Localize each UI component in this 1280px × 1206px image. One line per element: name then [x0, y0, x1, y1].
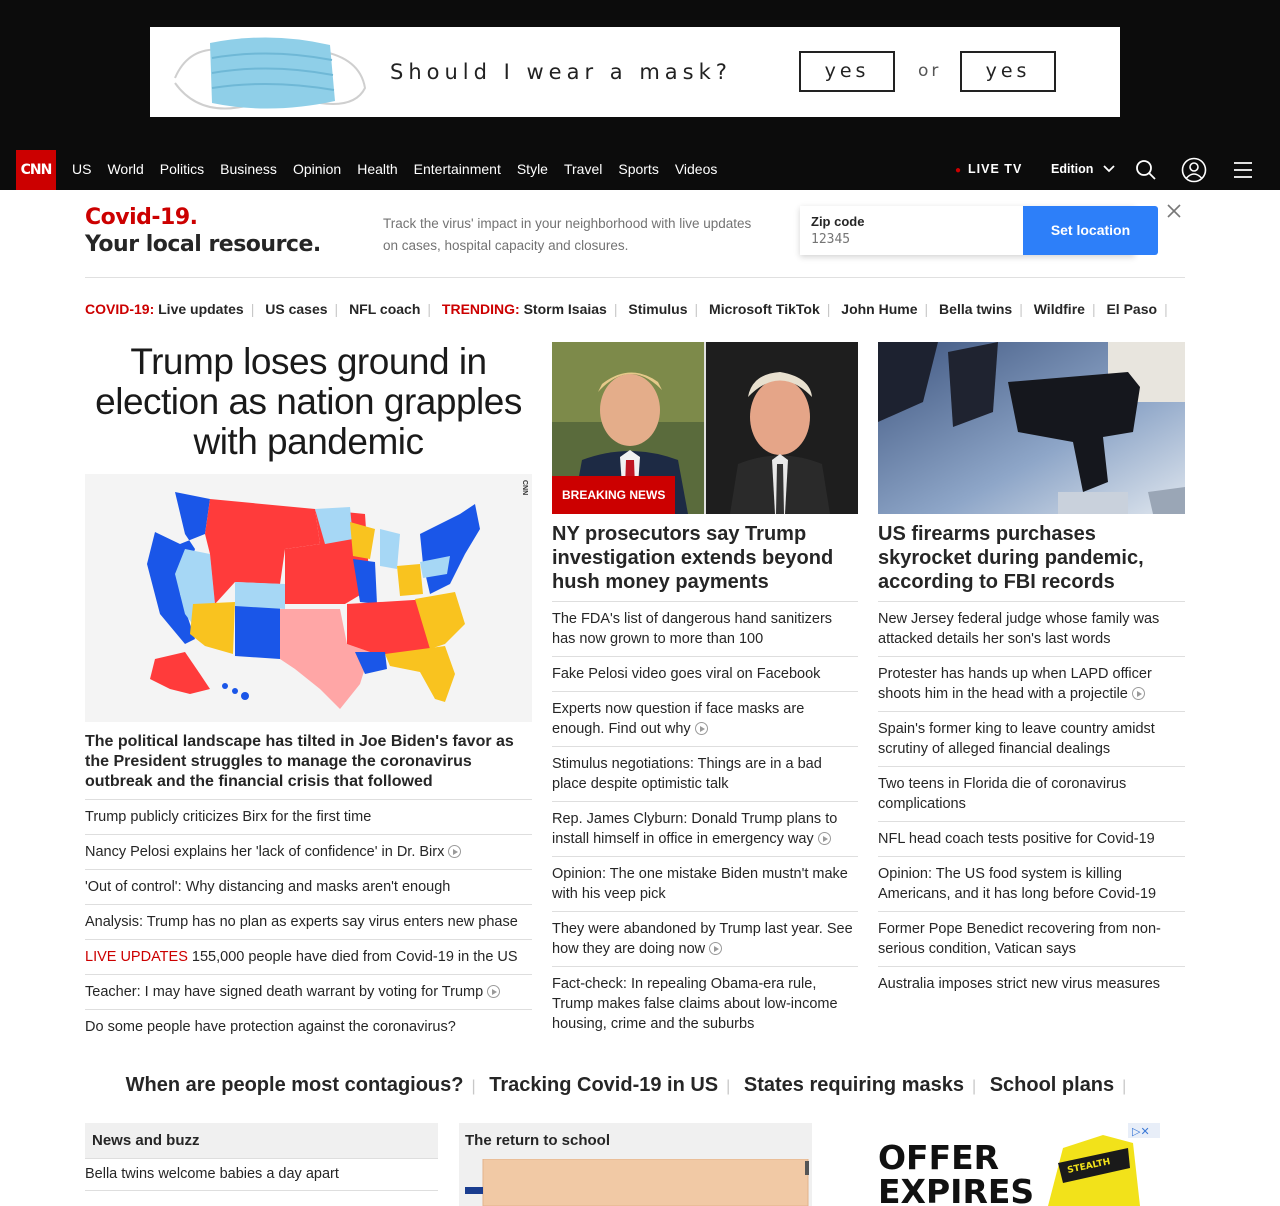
- list-item[interactable]: Nancy Pelosi explains her 'lack of confidence' in Dr. Birx: [85, 835, 532, 870]
- user-account-icon[interactable]: [1181, 157, 1207, 183]
- close-icon[interactable]: [1165, 202, 1183, 220]
- trending-link[interactable]: US cases: [265, 301, 328, 317]
- covid-title-red: Covid-19.: [85, 205, 198, 230]
- edition-label: Edition: [1051, 162, 1094, 176]
- nav-link-us[interactable]: US: [72, 161, 92, 177]
- us-map-image: [85, 474, 532, 722]
- offer-line-2: EXPIRES: [878, 1172, 1035, 1206]
- nav-link-entertainment[interactable]: Entertainment: [413, 161, 501, 177]
- middle-headline[interactable]: NY prosecutors say Trump investigation extends beyond hush money payments: [552, 522, 858, 602]
- map-cnn-tag: CNN: [521, 480, 528, 496]
- live-dot-icon: ●: [955, 165, 963, 176]
- firearms-photo[interactable]: [878, 342, 1185, 514]
- mask-ad[interactable]: [150, 27, 1120, 117]
- covid-label: COVID-19:: [85, 301, 155, 317]
- nav-link-health[interactable]: Health: [357, 161, 398, 177]
- live-updates-label: LIVE UPDATES: [85, 949, 188, 965]
- list-item[interactable]: They were abandoned by Trump last year. See how they are doing now: [552, 912, 858, 967]
- search-icon[interactable]: [1134, 158, 1158, 182]
- list-item[interactable]: Opinion: The one mistake Biden mustn't make with his veep pick: [552, 857, 858, 912]
- list-item[interactable]: Trump publicly criticizes Birx for the first time: [85, 800, 532, 835]
- lead-column: [85, 342, 532, 1044]
- trending-link[interactable]: Stimulus: [628, 301, 688, 317]
- set-location-button[interactable]: Set location: [1023, 206, 1158, 255]
- divider: [85, 277, 1185, 278]
- cnn-logo[interactable]: CNN: [16, 150, 56, 190]
- covid-topic-links: When are people most contagious? | Tracking Covid-19 in US | States requiring masks | School plans |: [125, 1074, 1127, 1096]
- nav-link-business[interactable]: Business: [220, 161, 277, 177]
- right-story-list: [878, 602, 1185, 1001]
- list-item[interactable]: Stimulus negotiations: Things are in a bad place despite optimistic talk: [552, 747, 858, 802]
- topic-link[interactable]: When are people most contagious?: [125, 1074, 464, 1096]
- topic-link[interactable]: School plans: [989, 1074, 1115, 1096]
- list-item[interactable]: Protester has hands up when LAPD officer shoots him in the head with a projectile: [878, 657, 1185, 712]
- middle-column: [552, 342, 858, 1041]
- nav-links: [64, 150, 725, 190]
- video-play-icon: [818, 832, 831, 845]
- trending-link[interactable]: El Paso: [1106, 301, 1158, 317]
- list-item[interactable]: Former Pope Benedict recovering from non-serious condition, Vatican says: [878, 912, 1185, 967]
- face-mask-image: [170, 33, 370, 113]
- list-item[interactable]: New Jersey federal judge whose family was attacked details her son's last words: [878, 602, 1185, 657]
- story-image: [459, 1159, 812, 1206]
- ad-yes-button-2[interactable]: yes: [960, 51, 1056, 92]
- list-item[interactable]: LIVE UPDATES 155,000 people have died from Covid-19 in the US: [85, 940, 532, 975]
- list-item[interactable]: Spain's former king to leave country amidst scrutiny of alleged financial dealings: [878, 712, 1185, 767]
- list-item[interactable]: Rep. James Clyburn: Donald Trump plans to install himself in office in emergency way: [552, 802, 858, 857]
- return-school-heading: The return to school: [459, 1123, 812, 1159]
- news-buzz-item[interactable]: Bella twins welcome babies a day apart: [85, 1166, 438, 1191]
- lead-story-list: [85, 800, 532, 1044]
- covid-title-dark: Your local resource.: [85, 232, 321, 257]
- list-item[interactable]: Fact-check: In repealing Obama-era rule, Trump makes false claims about low-income housing, crime and the suburbs: [552, 976, 838, 1032]
- trending-link[interactable]: NFL coach: [349, 301, 421, 317]
- trending-bar: COVID-19: Live updates | US cases | NFL coach | TRENDING: Storm Isaias | Stimulus | Microsoft TikTok | John Hume | Bella twins | Wildfire | El Paso |: [85, 301, 1168, 317]
- topic-link[interactable]: States requiring masks: [743, 1074, 964, 1096]
- list-item[interactable]: Experts now question if face masks are enough. Find out why: [552, 692, 858, 747]
- ad-choices-icon[interactable]: ▷✕: [1132, 1125, 1150, 1138]
- list-item[interactable]: Australia imposes strict new virus measures: [878, 976, 1161, 992]
- video-play-icon: [695, 722, 708, 735]
- return-school-image[interactable]: [459, 1159, 812, 1206]
- video-play-icon: [1132, 687, 1145, 700]
- trending-link[interactable]: Storm Isaias: [523, 301, 607, 317]
- lead-headline[interactable]: Trump loses ground in election as nation grapples with pandemic: [95, 341, 522, 462]
- list-item[interactable]: Analysis: Trump has no plan as experts say virus enters new phase: [85, 905, 532, 940]
- nav-link-videos[interactable]: Videos: [674, 161, 718, 177]
- nav-link-style[interactable]: Style: [516, 161, 548, 177]
- trending-link[interactable]: Bella twins: [939, 301, 1013, 317]
- nav-link-opinion[interactable]: Opinion: [292, 161, 342, 177]
- trending-link[interactable]: John Hume: [841, 301, 918, 317]
- election-map[interactable]: [85, 474, 532, 722]
- trending-link[interactable]: Wildfire: [1033, 301, 1085, 317]
- main-nav: [0, 150, 1280, 190]
- menu-icon[interactable]: [1231, 158, 1255, 182]
- top-ad-band: [0, 0, 1280, 150]
- news-buzz-heading: News and buzz: [85, 1123, 438, 1159]
- breaking-news-badge: BREAKING NEWS: [552, 476, 675, 514]
- chevron-down-icon: [1103, 164, 1115, 174]
- trending-link[interactable]: Live updates: [158, 301, 244, 317]
- list-item[interactable]: 'Out of control': Why distancing and masks aren't enough: [85, 870, 532, 905]
- trump-vance-photo[interactable]: [552, 342, 858, 514]
- list-item[interactable]: Fake Pelosi video goes viral on Facebook: [552, 657, 858, 692]
- edition-selector[interactable]: [1051, 162, 1115, 176]
- list-item[interactable]: Two teens in Florida die of coronavirus complications: [878, 767, 1185, 822]
- right-column: [878, 342, 1185, 1001]
- nav-link-sports[interactable]: Sports: [618, 161, 659, 177]
- list-item[interactable]: The FDA's list of dangerous hand sanitizers has now grown to more than 100: [552, 602, 858, 657]
- video-play-icon: [709, 942, 722, 955]
- list-item[interactable]: Do some people have protection against the coronavirus?: [85, 1019, 456, 1035]
- ad-or-text: or: [918, 61, 942, 81]
- zip-code-input[interactable]: [811, 232, 1011, 247]
- list-item[interactable]: Teacher: I may have signed death warrant by voting for Trump: [85, 975, 532, 1010]
- lead-subheadline[interactable]: The political landscape has tilted in Joe Biden's favor as the President struggles to manage the coronavirus outbreak and the financial crisis that followed: [85, 732, 532, 800]
- ad-question: Should I wear a mask?: [390, 60, 732, 84]
- list-item[interactable]: NFL head coach tests positive for Covid-19: [878, 822, 1185, 857]
- zip-code-label: Zip code: [811, 214, 865, 229]
- right-headline[interactable]: US firearms purchases skyrocket during pandemic, according to FBI records: [878, 522, 1185, 602]
- nav-link-politics[interactable]: Politics: [159, 161, 205, 177]
- live-tv-link[interactable]: [955, 162, 1022, 176]
- covid-banner-title: [85, 204, 321, 258]
- video-play-icon: [448, 845, 461, 858]
- offer-line-1: OFFER: [878, 1138, 1000, 1177]
- offer-ad-image: [878, 1123, 1160, 1206]
- brand-label: STEALTH: [1066, 1157, 1112, 1176]
- list-item[interactable]: Opinion: The US food system is killing Americans, and it has long before Covid-19: [878, 857, 1185, 912]
- covid-banner-description: Track the virus' impact in your neighborhood with live updates on cases, hospital capacity and closures.: [383, 216, 752, 253]
- middle-story-list: [552, 602, 858, 1041]
- ad-yes-button-1[interactable]: yes: [799, 51, 895, 92]
- story-image: [878, 342, 1185, 514]
- trending-link[interactable]: Microsoft TikTok: [709, 301, 820, 317]
- offer-ad[interactable]: [878, 1123, 1160, 1206]
- video-play-icon: [487, 985, 500, 998]
- trending-label: TRENDING:: [441, 301, 520, 317]
- live-tv-label: LIVE TV: [968, 162, 1023, 176]
- nav-link-travel[interactable]: Travel: [563, 161, 603, 177]
- topic-link[interactable]: Tracking Covid-19 in US: [489, 1074, 719, 1096]
- nav-link-world[interactable]: World: [107, 161, 144, 177]
